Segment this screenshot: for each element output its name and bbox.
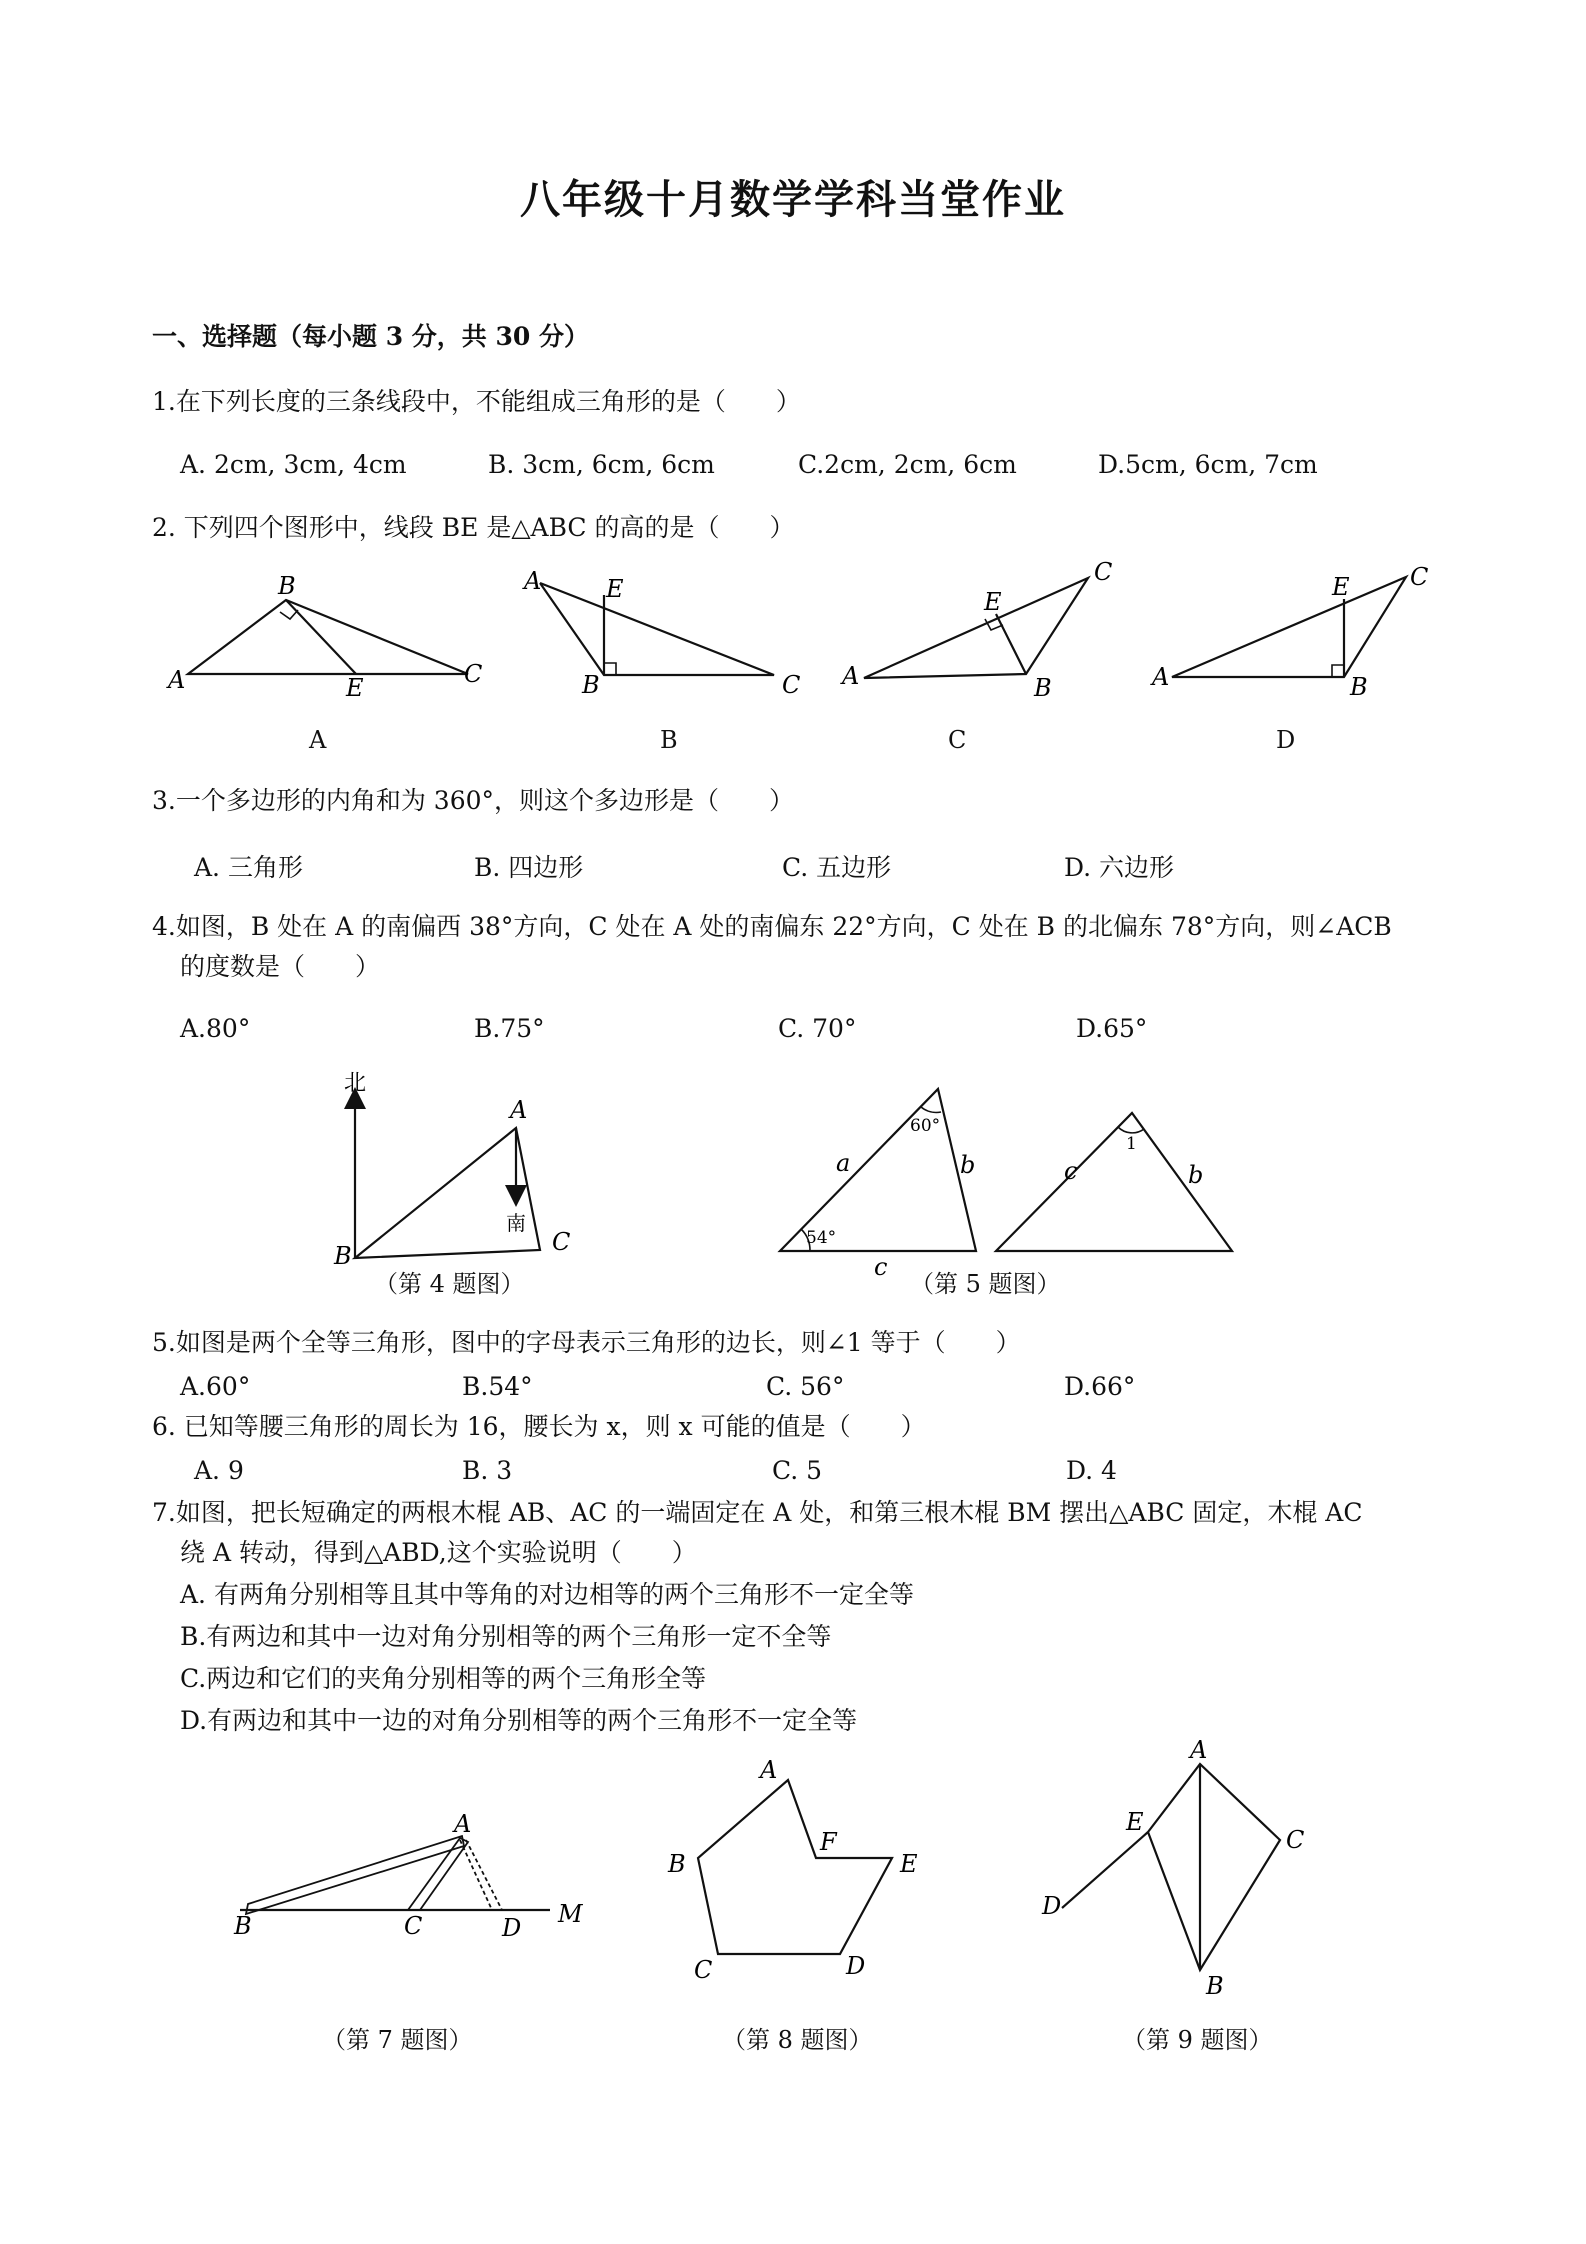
svg-text:B: B xyxy=(1206,1972,1224,2000)
q8-figure xyxy=(660,1748,940,1988)
q5-caption: （第 5 题图） xyxy=(910,1270,1061,1298)
svg-text:a: a xyxy=(836,1149,851,1177)
q2-figure-d xyxy=(1148,565,1438,715)
q3-option-b: B. 四边形 xyxy=(474,853,584,882)
q7-caption: （第 7 题图） xyxy=(322,2026,473,2054)
svg-text:E: E xyxy=(900,1850,918,1878)
svg-text:A: A xyxy=(1152,663,1170,691)
q2-figure-b xyxy=(520,565,810,715)
q6-option-b: B. 3 xyxy=(462,1456,513,1485)
svg-text:B: B xyxy=(1350,673,1368,701)
svg-text:B: B xyxy=(334,1242,352,1270)
svg-text:B: B xyxy=(278,572,296,600)
svg-text:C: C xyxy=(782,671,801,699)
svg-text:E: E xyxy=(346,674,364,702)
q7-option-c: C.两边和它们的夹角分别相等的两个三角形全等 xyxy=(180,1664,707,1693)
svg-text:E: E xyxy=(1332,573,1350,601)
svg-text:C: C xyxy=(464,660,483,688)
question-4-stem-line1: 4.如图，B 处在 A 的南偏西 38°方向，C 处在 A 处的南偏东 22°方向，C 处在 B 的北偏东 78°方向，则∠ACB xyxy=(152,912,1392,941)
svg-text:A: A xyxy=(760,1756,778,1784)
q5-option-b: B.54° xyxy=(462,1372,533,1401)
q4-option-d: D.65° xyxy=(1076,1014,1148,1043)
svg-text:b: b xyxy=(960,1151,976,1179)
svg-text:E: E xyxy=(1126,1808,1144,1836)
svg-text:A: A xyxy=(454,1810,472,1838)
question-3-stem: 3.一个多边形的内角和为 360°，则这个多边形是（ ） xyxy=(152,786,795,815)
q8-caption: （第 8 题图） xyxy=(722,2026,873,2054)
svg-text:C: C xyxy=(1286,1826,1305,1854)
svg-text:60°: 60° xyxy=(910,1116,941,1136)
q2-figure-c xyxy=(838,560,1128,710)
q1-option-b: B. 3cm, 6cm, 6cm xyxy=(488,450,715,479)
svg-text:B: B xyxy=(234,1912,252,1940)
q7-option-d: D.有两边和其中一边的对角分别相等的两个三角形不一定全等 xyxy=(180,1706,858,1735)
svg-text:A: A xyxy=(524,567,542,595)
q5-option-c: C. 56° xyxy=(766,1372,845,1401)
svg-text:C: C xyxy=(694,1956,713,1984)
south-label: 南 xyxy=(506,1211,526,1235)
q2-caption-c: C xyxy=(948,726,967,754)
q9-figure xyxy=(1030,1738,1330,1998)
section-heading-choice: 一、选择题（每小题 3 分，共 30 分） xyxy=(152,322,590,351)
svg-text:C: C xyxy=(552,1228,571,1256)
svg-text:A: A xyxy=(1190,1736,1208,1764)
q3-option-a: A. 三角形 xyxy=(194,853,303,882)
q7-figure xyxy=(230,1770,600,1940)
svg-text:D: D xyxy=(502,1914,522,1942)
svg-text:A: A xyxy=(168,666,186,694)
q4-caption: （第 4 题图） xyxy=(374,1270,525,1298)
question-7-stem-line1: 7.如图，把长短确定的两根木棍 AB、AC 的一端固定在 A 处，和第三根木棍 BM 摆出△ABC 固定，木棍 AC xyxy=(152,1498,1363,1527)
q1-option-d: D.5cm, 6cm, 7cm xyxy=(1098,450,1318,479)
q5-option-d: D.66° xyxy=(1064,1372,1136,1401)
question-4-stem-line2: 的度数是（ ） xyxy=(180,952,381,981)
q2-caption-b: B xyxy=(660,726,678,754)
svg-text:M: M xyxy=(558,1900,583,1928)
q4-figure xyxy=(320,1068,600,1268)
q2-figure-a xyxy=(160,570,500,710)
q1-option-c: C.2cm, 2cm, 6cm xyxy=(798,450,1017,479)
q7-option-a: A. 有两角分别相等且其中等角的对边相等的两个三角形不一定全等 xyxy=(180,1580,914,1609)
question-2-stem: 2. 下列四个图形中，线段 BE 是△ABC 的高的是（ ） xyxy=(152,513,795,542)
q4-option-c: C. 70° xyxy=(778,1014,857,1043)
question-6-stem: 6. 已知等腰三角形的周长为 16，腰长为 x，则 x 可能的值是（ ） xyxy=(152,1412,926,1441)
q2-caption-d: D xyxy=(1276,726,1296,754)
q7-option-b: B.有两边和其中一边对角分别相等的两个三角形一定不全等 xyxy=(180,1622,832,1651)
svg-text:B: B xyxy=(1034,674,1052,702)
q9-caption: （第 9 题图） xyxy=(1122,2026,1273,2054)
question-5-stem: 5.如图是两个全等三角形，图中的字母表示三角形的边长，则∠1 等于（ ） xyxy=(152,1328,1021,1357)
svg-text:A: A xyxy=(842,662,860,690)
q5-figure xyxy=(770,1075,1240,1281)
svg-text:F: F xyxy=(820,1828,837,1856)
q3-option-c: C. 五边形 xyxy=(782,853,892,882)
svg-text:C: C xyxy=(404,1912,423,1940)
q6-option-a: A. 9 xyxy=(194,1456,244,1485)
north-label: 北 xyxy=(344,1071,367,1096)
q4-option-b: B.75° xyxy=(474,1014,545,1043)
page-title: 八年级十月数学学科当堂作业 xyxy=(520,176,1066,223)
svg-text:B: B xyxy=(668,1850,686,1878)
question-7-stem-line2: 绕 A 转动，得到△ABD,这个实验说明（ ） xyxy=(180,1538,697,1567)
q6-option-d: D. 4 xyxy=(1066,1456,1117,1485)
svg-text:E: E xyxy=(984,588,1002,616)
q5-option-a: A.60° xyxy=(180,1372,251,1401)
svg-text:c: c xyxy=(874,1253,888,1281)
q2-caption-a: A xyxy=(309,726,327,754)
svg-text:B: B xyxy=(582,671,600,699)
q4-option-a: A.80° xyxy=(180,1014,251,1043)
question-1-stem: 1.在下列长度的三条线段中，不能组成三角形的是（ ） xyxy=(152,387,801,416)
svg-text:A: A xyxy=(510,1096,528,1124)
svg-text:b: b xyxy=(1188,1161,1204,1189)
svg-text:1: 1 xyxy=(1126,1134,1137,1154)
svg-text:D: D xyxy=(846,1952,866,1980)
q3-option-d: D. 六边形 xyxy=(1064,853,1175,882)
q1-option-a: A. 2cm, 3cm, 4cm xyxy=(180,450,407,479)
svg-text:D: D xyxy=(1042,1892,1062,1920)
q6-option-c: C. 5 xyxy=(772,1456,823,1485)
svg-text:E: E xyxy=(606,575,624,603)
svg-text:C: C xyxy=(1410,563,1429,591)
svg-text:c: c xyxy=(1064,1157,1078,1185)
svg-text:C: C xyxy=(1094,558,1113,586)
svg-text:54°: 54° xyxy=(806,1228,837,1248)
